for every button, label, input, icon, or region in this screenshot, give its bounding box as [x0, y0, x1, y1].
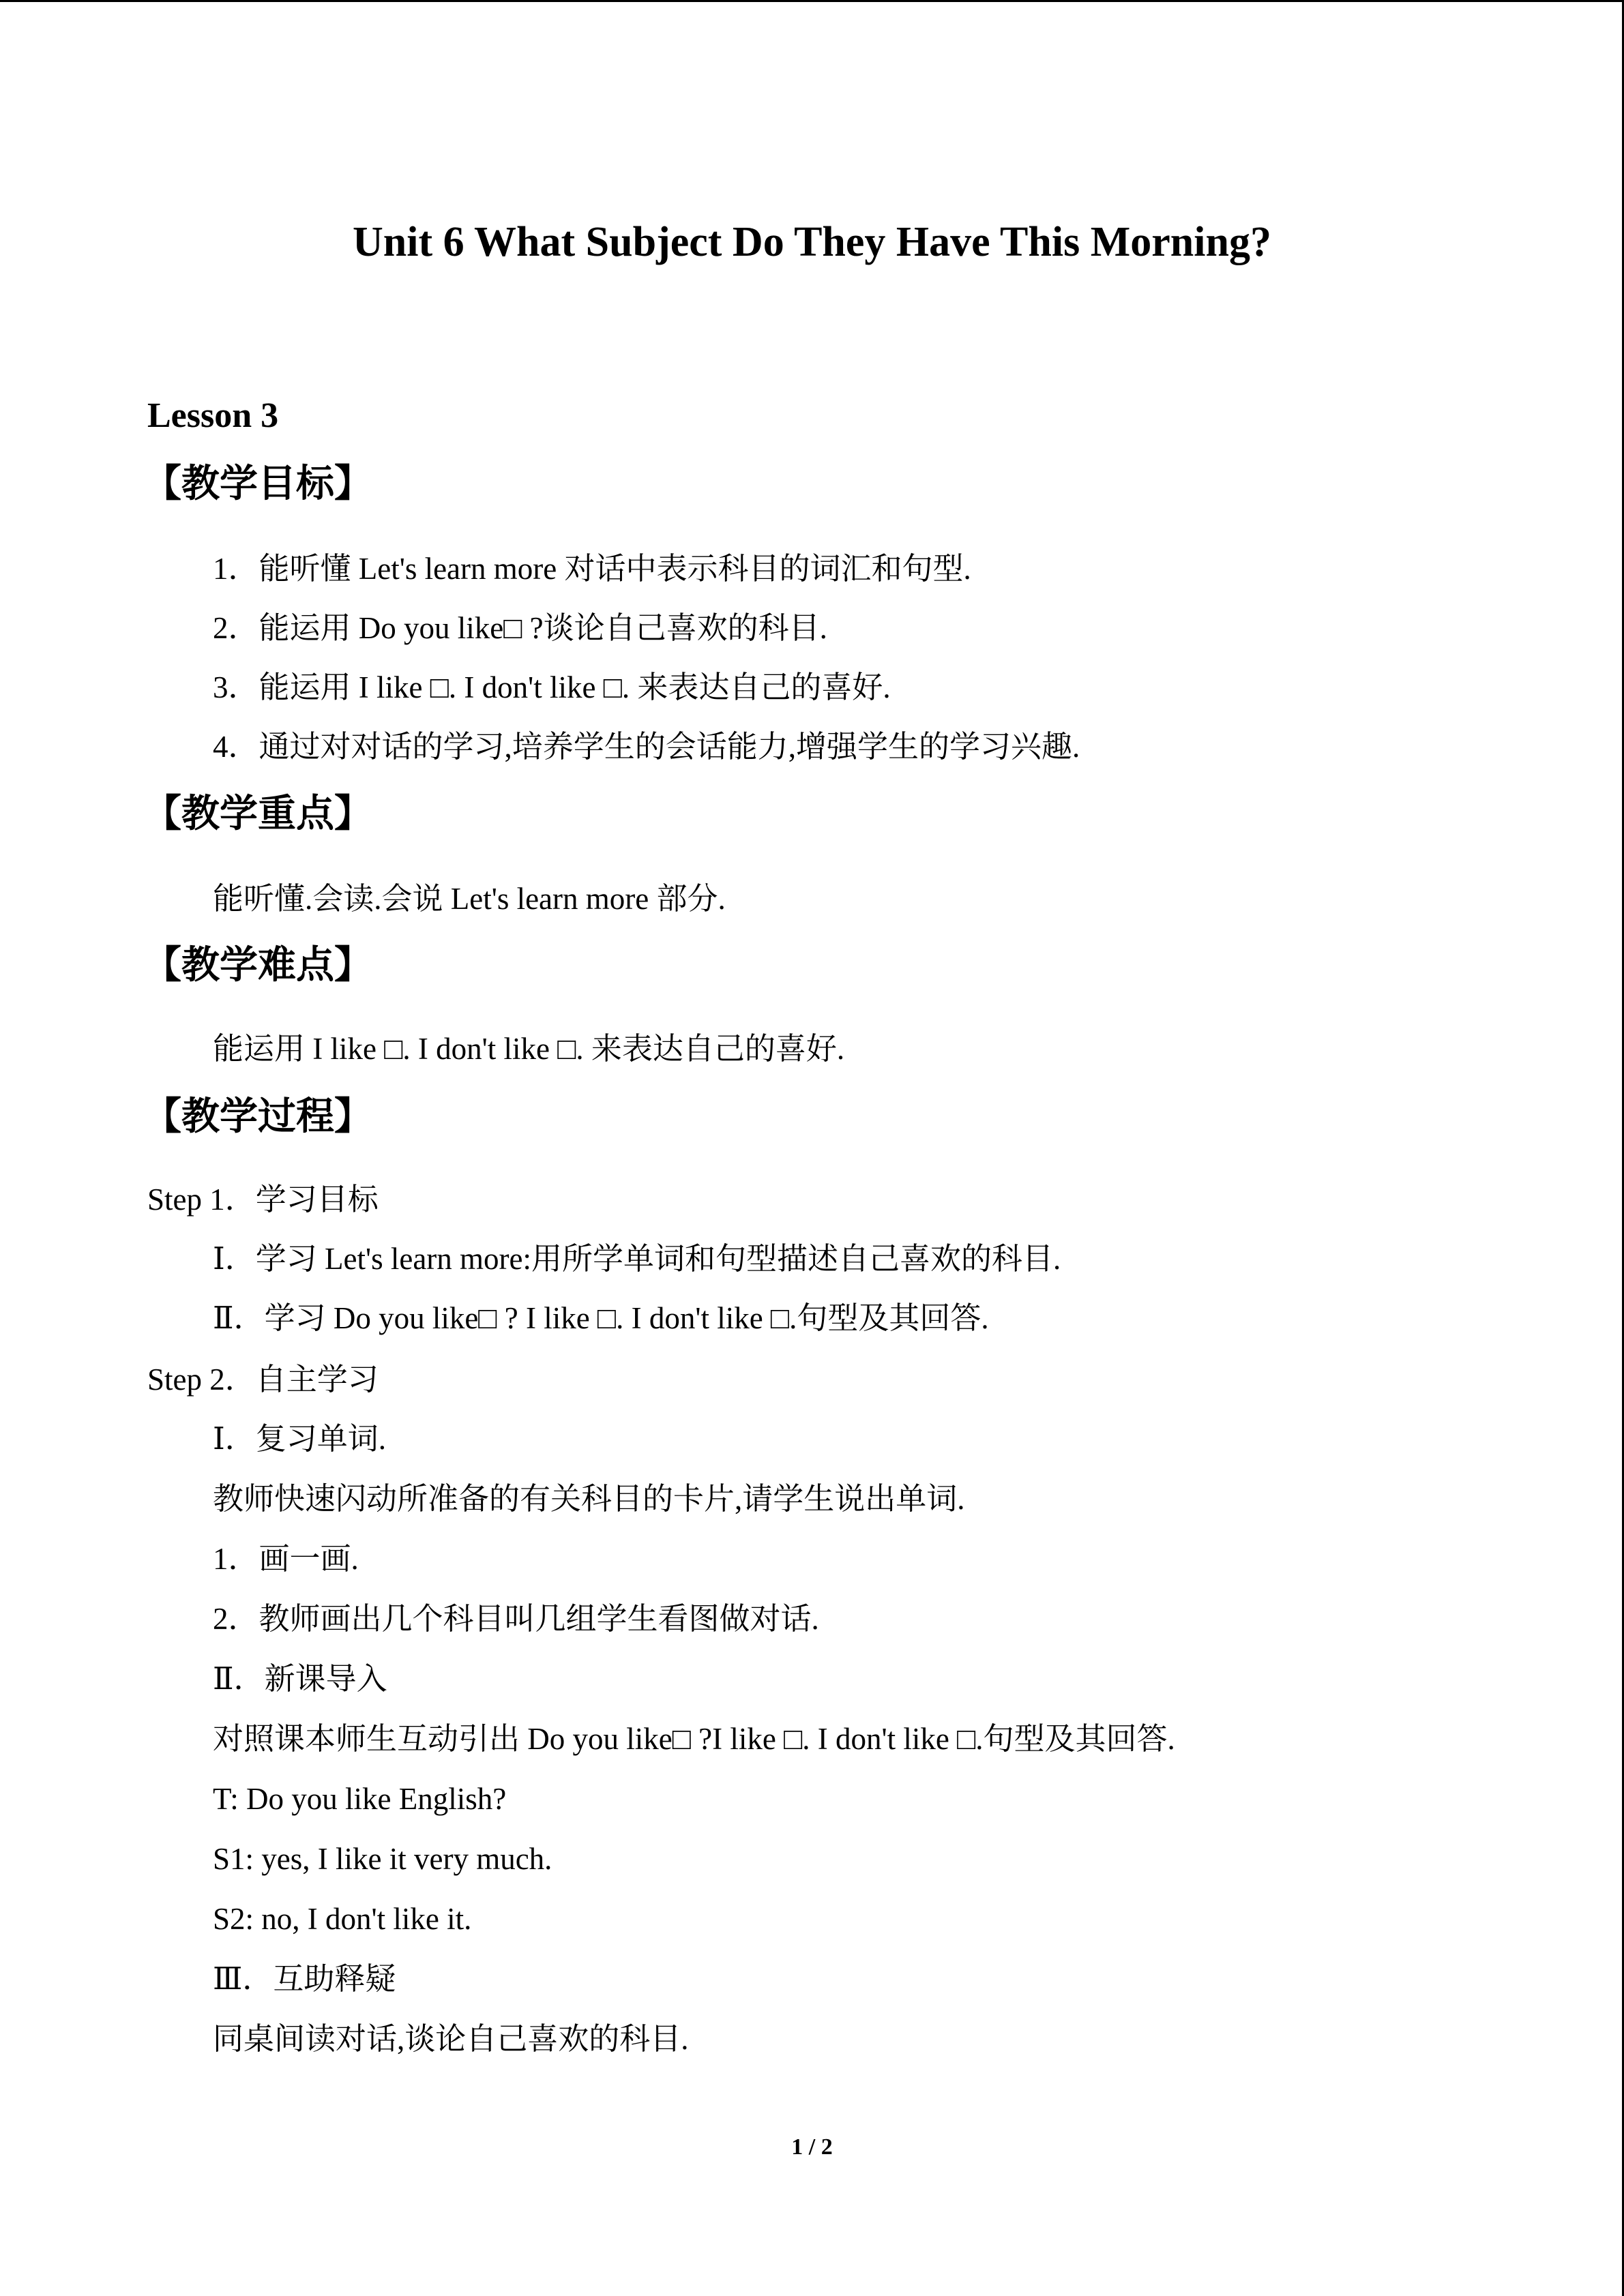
step1-label: Step 1．学习目标 — [147, 1182, 379, 1217]
step2-line: 教师快速闪动所准备的有关科目的卡片,请学生说出单词. — [213, 1482, 965, 1516]
step2-line: S1: yes, I like it very much. — [213, 1842, 552, 1876]
step2-line: Ⅱ．新课导入 — [213, 1662, 387, 1696]
page-border-top — [0, 0, 1624, 2]
page-number: 1 / 2 — [791, 2134, 833, 2160]
step2-line: 同桌间读对话,谈论自己喜欢的科目. — [213, 2022, 689, 2056]
document-title: Unit 6 What Subject Do They Have This Morning? — [353, 219, 1271, 265]
step1-item: Ⅰ．学习 Let's learn more:用所学单词和句型描述自己喜欢的科目. — [213, 1242, 1061, 1276]
difficulties-heading: 【教学难点】 — [143, 943, 372, 987]
objective-item: 2．能运用 Do you like□ ?谈论自己喜欢的科目. — [213, 611, 827, 645]
key-points-text: 能听懂.会读.会说 Let's learn more 部分. — [213, 882, 726, 916]
process-heading: 【教学过程】 — [143, 1094, 372, 1139]
difficulties-text: 能运用 I like □. I don't like □. 来表达自己的喜好. — [213, 1032, 845, 1066]
step2-line: 2．教师画出几个科目叫几组学生看图做对话. — [213, 1602, 819, 1636]
objective-item: 3．能运用 I like □. I don't like □. 来表达自己的喜好. — [213, 670, 891, 704]
key-points-heading: 【教学重点】 — [143, 792, 372, 836]
objective-item: 4．通过对对话的学习,培养学生的会话能力,增强学生的学习兴趣. — [213, 730, 1080, 764]
step2-line: Ⅲ．互助释疑 — [213, 1962, 396, 1996]
lesson-label: Lesson 3 — [147, 396, 279, 435]
step2-line: S2: no, I don't like it. — [213, 1902, 472, 1936]
step2-label: Step 2．自主学习 — [147, 1362, 379, 1397]
step2-line: Ⅰ．复习单词. — [213, 1422, 387, 1456]
step2-line: 1．画一画. — [213, 1542, 359, 1576]
step1-item: Ⅱ．学习 Do you like□ ? I like □. I don't like □.句型及其回答. — [213, 1301, 989, 1335]
objectives-heading: 【教学目标】 — [143, 462, 372, 506]
step2-line: 对照课本师生互动引出 Do you like□ ?I like □. I don't like □.句型及其回答. — [213, 1722, 1175, 1756]
step2-line: T: Do you like English? — [213, 1782, 507, 1816]
objective-item: 1．能听懂 Let's learn more 对话中表示科目的词汇和句型. — [213, 552, 971, 586]
